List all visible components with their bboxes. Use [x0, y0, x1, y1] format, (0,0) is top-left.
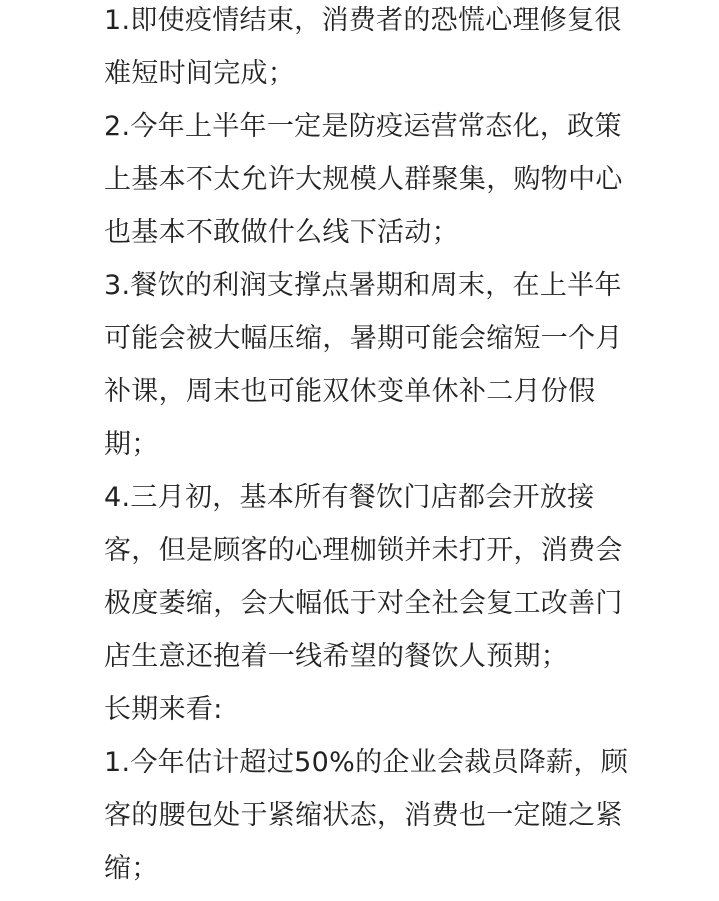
text-line: 2.今年上半年一定是防疫运营常态化，政策 [104, 111, 622, 142]
text-line: 客，但是顾客的心理枷锁并未打开，消费会 [104, 535, 623, 566]
text-line: 缩； [104, 853, 159, 884]
text-line: 补课，周末也可能双休变单休补二月份假 [104, 376, 596, 407]
text-line: 4.三月初，基本所有餐饮门店都会开放接 [104, 482, 595, 513]
text-line: 上基本不太允许大规模人群聚集，购物中心 [104, 164, 623, 195]
text-line: 3.餐饮的利润支撑点暑期和周末，在上半年 [104, 270, 622, 301]
text-line: 极度萎缩，会大幅低于对全社会复工改善门 [104, 588, 623, 619]
text-line: 1.即使疫情结束，消费者的恐慌心理修复很 [104, 5, 622, 36]
text-line: 1.今年估计超过50%的企业会裁员降薪，顾 [104, 747, 629, 778]
text-line: 难短时间完成； [104, 58, 296, 89]
section-heading: 长期来看: [104, 694, 223, 725]
text-line: 店生意还抱着一线希望的餐饮人预期； [104, 641, 569, 672]
text-line: 期； [104, 429, 159, 460]
text-line: 可能会被大幅压缩，暑期可能会缩短一个月 [104, 323, 623, 354]
document-body [104, 0, 659, 895]
text-line: 客的腰包处于紧缩状态，消费也一定随之紧 [104, 800, 623, 831]
text-line: 也基本不敢做什么线下活动； [104, 217, 459, 248]
